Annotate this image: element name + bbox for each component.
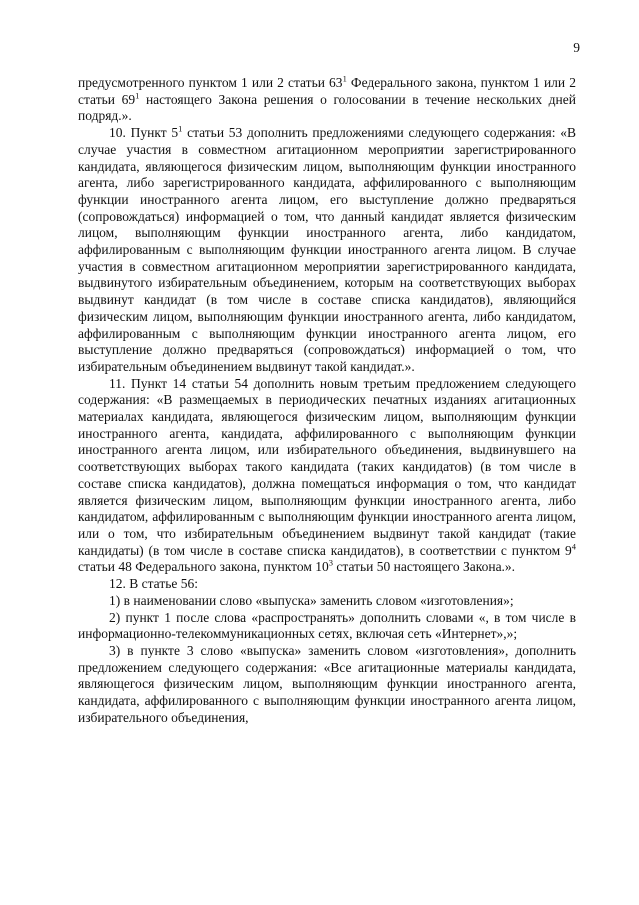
text-run: 10. Пункт 5 [109, 125, 179, 141]
text-run: 11. Пункт 14 статьи 54 дополнить новым третьим предложением следующего содержания: «В размещаемых в периодических печатных изданиях агитационных материалах кандидата, являющегося физическим лицом, выполняющим функции иностранного агента, кандидата, аффилированного с выполняющим функции иностранного агента лицом, или избирательного объединения, выдвинувшего на соответствующих выборах такого кандидата (таких кандидатов) (в том числе в составе списка кандидатов), должна помещаться информация о том, что кандидат является физическим лицом, выполняющим функции иностранного агента, либо кандидатом, аффилированным с выполняющим функции иностранного агента лицом, или о том, что избирательным объединением выдвинут такой кандидат (такие кандидаты) (в том числе в составе списка кандидатов), в соответствии с пунктом 9 [78, 375, 576, 558]
paragraph-item-12 [78, 576, 576, 593]
document-body [78, 75, 576, 726]
superscript-index: 3 [328, 557, 334, 568]
text-run: 12. В статье 56: [109, 576, 199, 592]
text-run: 2) пункт 1 после слова «распространять» дополнить словами «, в том числе в информационно-телекоммуникационных сетях, включая сеть «Интернет»,»; [78, 609, 576, 642]
text-run: статьи 50 настоящего Закона.». [333, 559, 516, 575]
superscript-index: 1 [135, 90, 140, 101]
paragraph-item-11 [78, 376, 576, 576]
superscript-index: 4 [571, 541, 576, 552]
superscript-index: 1 [342, 73, 347, 84]
text-run: предусмотренного пунктом 1 или 2 статьи 63 [78, 75, 343, 90]
paragraph-continuation [78, 75, 576, 125]
page-number: 9 [573, 40, 580, 55]
superscript-index: 1 [178, 123, 183, 134]
text-run: 3) в пункте 3 слово «выпуска» заменить словом «изготовления», дополнить предложением следующего содержания: «Все агитационные материалы кандидата, являющегося физическим лицом, выполняющим функции иностранного агента, кандидата, аффилированного с выполняющим функции иностранного агента лицом, избирательного объединения, [78, 642, 576, 725]
text-run: настоящего Закона решения о голосовании в течение нескольких дней подряд.». [78, 91, 576, 124]
paragraph-subitem-1 [78, 593, 576, 610]
text-run: статьи 53 дополнить предложениями следующего содержания: «В случае участия в совместном агитационном мероприятии зарегистрированного кандидата, являющегося физическим лицом, выполняющим функции иностранного агента, либо зарегистрированного кандидата, аффилированного с выполняющим функции иностранного агента лицом, его выступление должно предваряться (сопровождаться) информацией о том, что данный кандидат является физическим лицом, выполняющим функции иностранного агента, либо кандидатом, аффилированным с выполняющим функции иностранного агента лицом. В случае участия в совместном агитационном мероприятии зарегистрированного кандидата, выдвинутого избирательным объединением, которым на соответствующих выборах выдвинут кандидат (в том числе в составе списка кандидатов), являющийся физическим лицом, выполняющим функции иностранного агента, либо кандидатом, аффилированным с выполняющим функции иностранного агента лицом, его выступление должно предваряться (сопровождаться) информацией о том, что избирательным объединением выдвинут такой кандидат.». [78, 125, 576, 374]
text-run: статьи 48 Федерального закона, пунктом 10 [78, 559, 329, 575]
text-run: 1) в наименовании слово «выпуска» заменить словом «изготовления»; [109, 592, 514, 608]
paragraph-subitem-3 [78, 643, 576, 727]
paragraph-subitem-2 [78, 610, 576, 643]
text-run: Федерального закона, пунктом 1 или 2 статьи 69 [78, 75, 576, 107]
paragraph-item-10 [78, 125, 576, 376]
